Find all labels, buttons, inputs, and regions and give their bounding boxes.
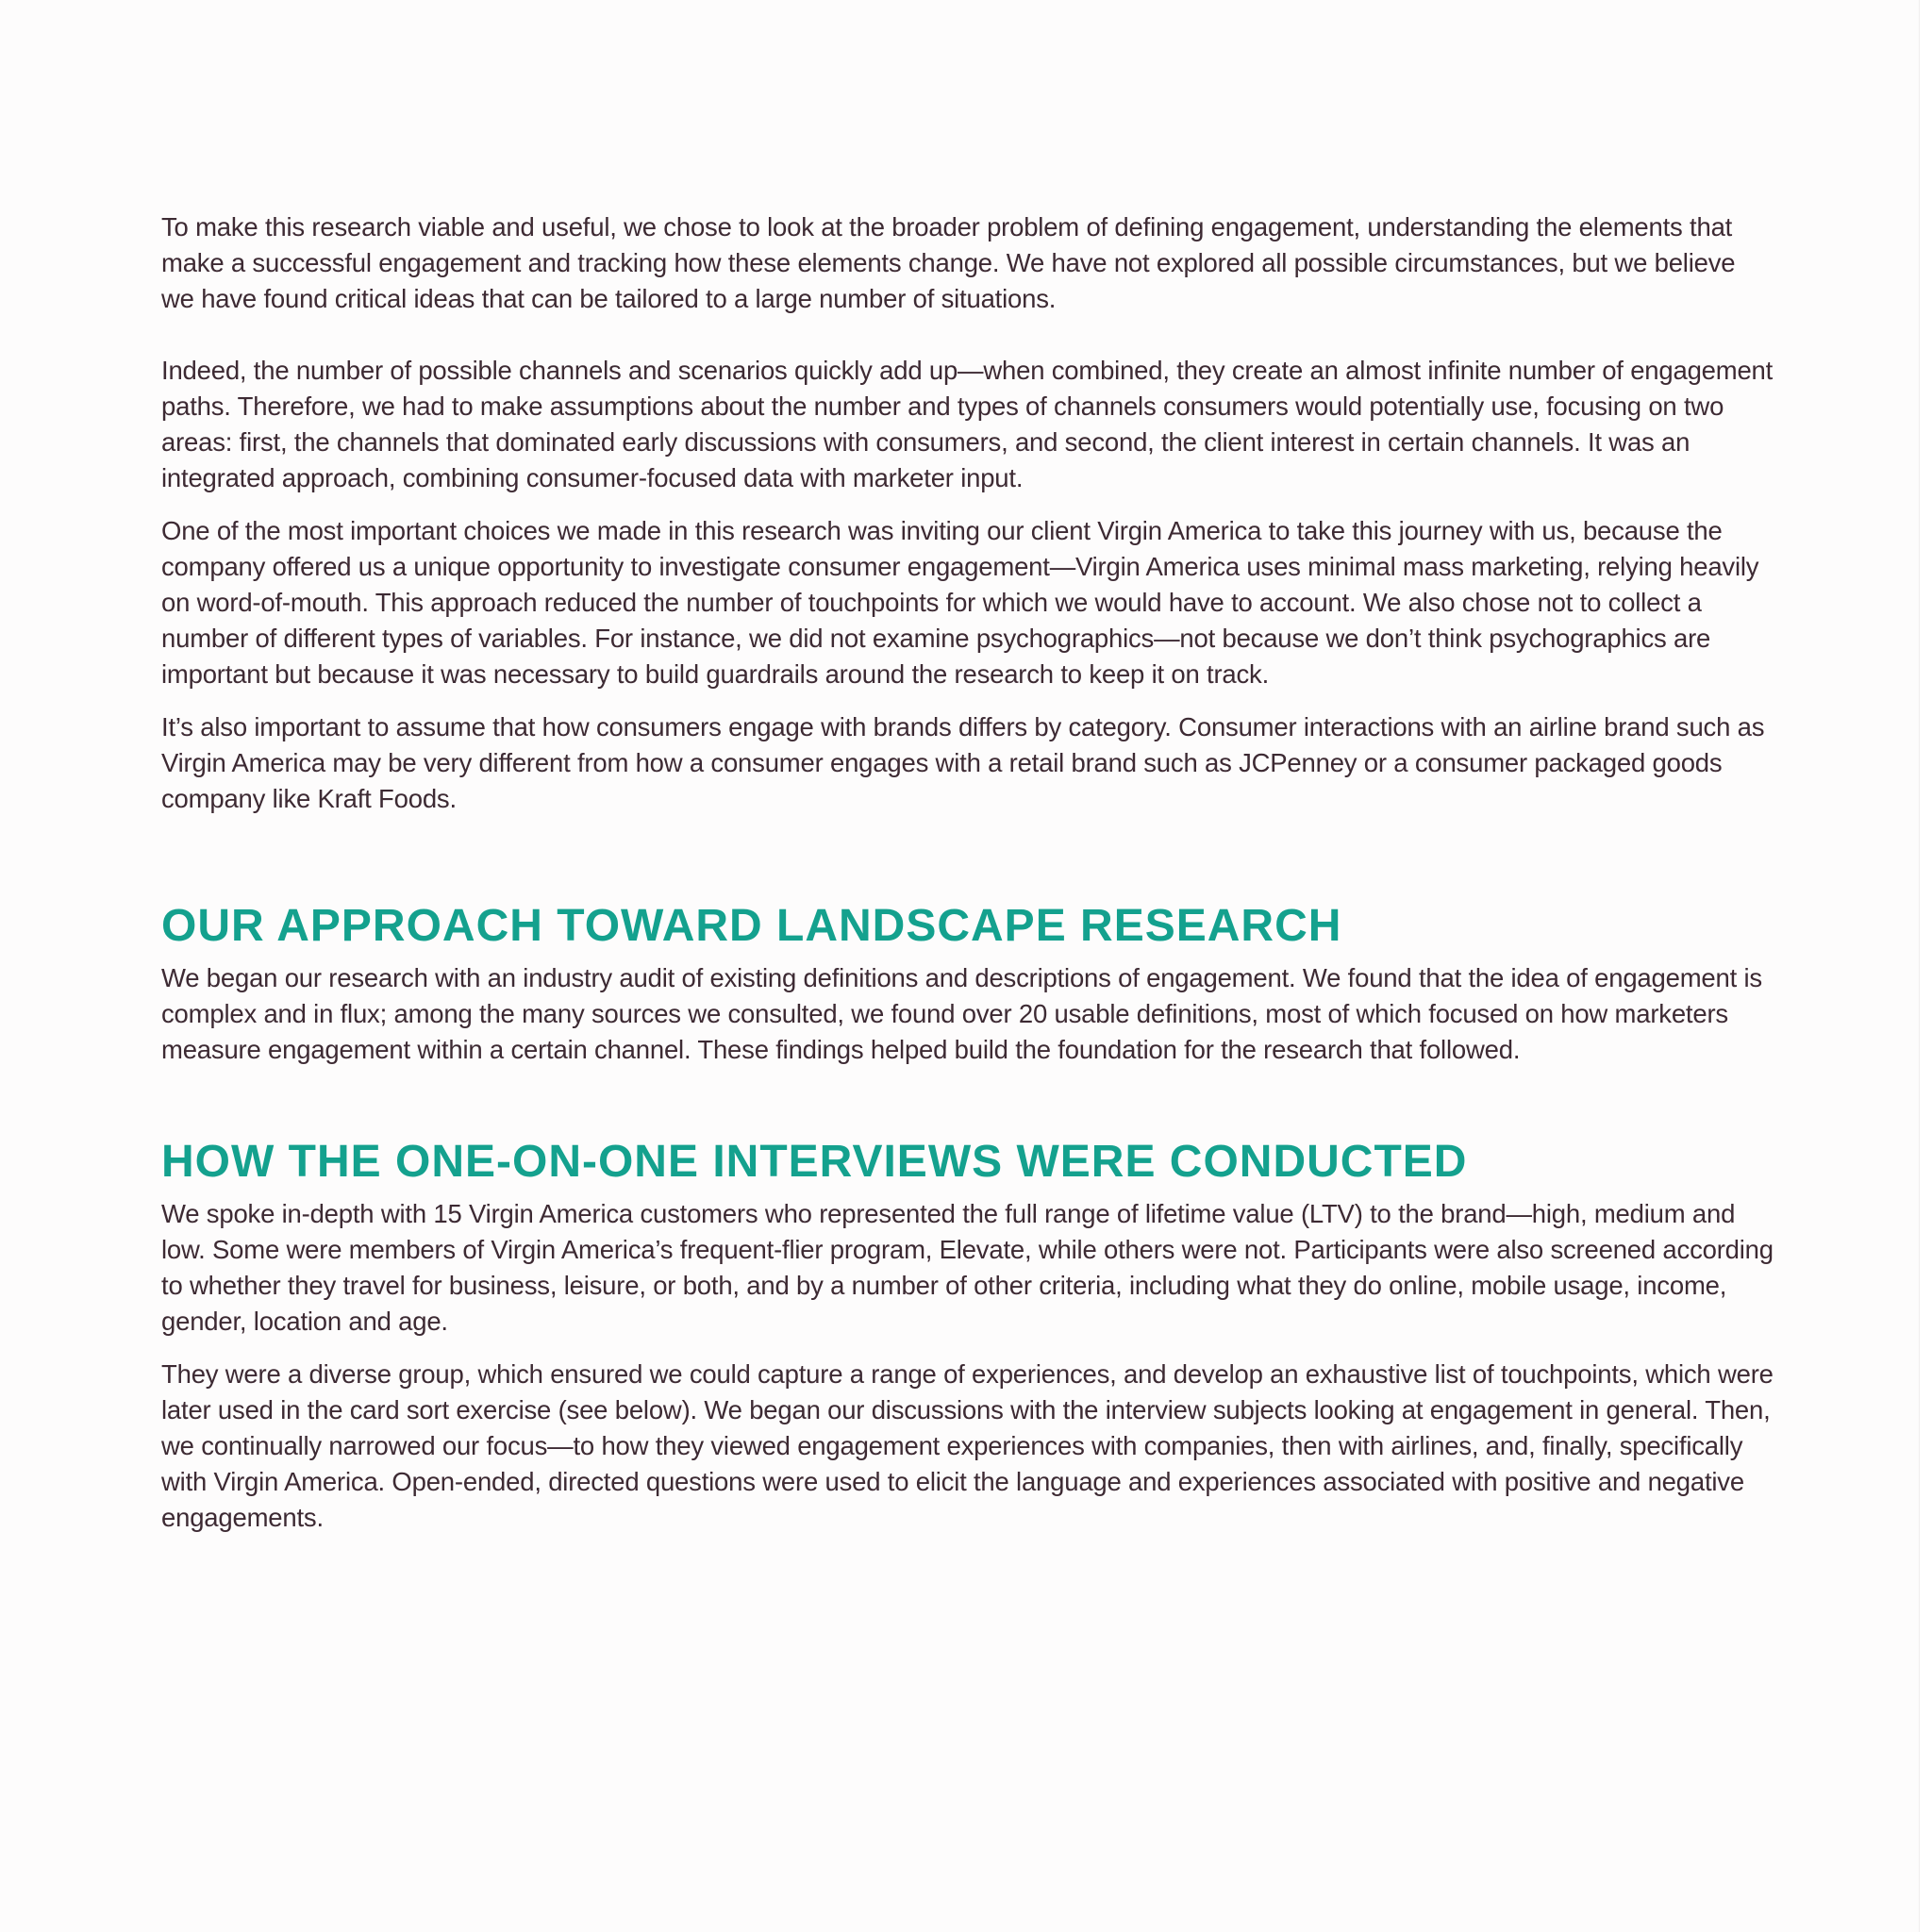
- interviews-paragraph-1: We spoke in-depth with 15 Virgin America customers who represented the full range of lifetime value (LTV) to the brand—high, medium and low. Some were members of Virgin America’s frequent-flier program, Elevate, while others were not. Participants were also screened according to whether they travel for business, leisure, or both, and by a number of other criteria, including what they do online, mobile usage, income, gender, location and age.: [161, 1199, 1774, 1336]
- page-content: [161, 209, 1774, 1536]
- approach-paragraph-1: We began our research with an industry audit of existing definitions and descriptions of engagement. We found that the idea of engagement is complex and in flux; among the many sources we consulted, we found over 20 usable definitions, most of which focused on how marketers measure engagement within a certain channel. These findings helped build the foundation for the research that followed.: [161, 963, 1762, 1064]
- intro-paragraph-3: One of the most important choices we made in this research was inviting our client Virgin America to take this journey with us, because the company offered us a unique opportunity to investigate consumer engagement—Virgin America uses minimal mass marketing, relying heavily on word-of-mouth. This approach reduced the number of touchpoints for which we would have to account. We also chose not to collect a number of different types of variables. For instance, we did not examine psychographics—not because we don’t think psychographics are important but because it was necessary to build guardrails around the research to keep it on track.: [161, 516, 1759, 689]
- section-heading-interviews: HOW THE ONE-ON-ONE INTERVIEWS WERE CONDUCTED: [161, 1137, 1468, 1187]
- section-heading-approach: OUR APPROACH TOWARD LANDSCAPE RESEARCH: [161, 901, 1342, 951]
- intro-paragraph-2: Indeed, the number of possible channels and scenarios quickly add up—when combined, they create an almost infinite number of engagement paths. Therefore, we had to make assumptions about the number and types of channels consumers would potentially use, focusing on two areas: first, the channels that dominated early discussions with consumers, and second, the client interest in certain channels. It was an integrated approach, combining consumer-focused data with marketer input.: [161, 356, 1774, 492]
- intro-paragraph-4: It’s also important to assume that how consumers engage with brands differs by category. Consumer interactions with an airline brand such as Virgin America may be very different from how a consumer engages with a retail brand such as JCPenney or a consumer packaged goods company like Kraft Foods.: [161, 712, 1765, 813]
- page-edge: [1919, 0, 1932, 1932]
- interviews-paragraph-2: They were a diverse group, which ensured we could capture a range of experiences, and develop an exhaustive list of touchpoints, which were later used in the card sort exercise (see below). We began our discussions with the interview subjects looking at engagement in general. Then, we continually narrowed our focus—to how they viewed engagement experiences with companies, then with airlines, and, finally, specifically with Virgin America. Open-ended, directed questions were used to elicit the language and experiences associated with positive and negative engagements.: [161, 1359, 1774, 1532]
- intro-paragraph-1: To make this research viable and useful, we chose to look at the broader problem of defining engagement, understanding the elements that make a successful engagement and tracking how these elements change. We have not explored all possible circumstances, but we believe we have found critical ideas that can be tailored to a large number of situations.: [161, 212, 1736, 313]
